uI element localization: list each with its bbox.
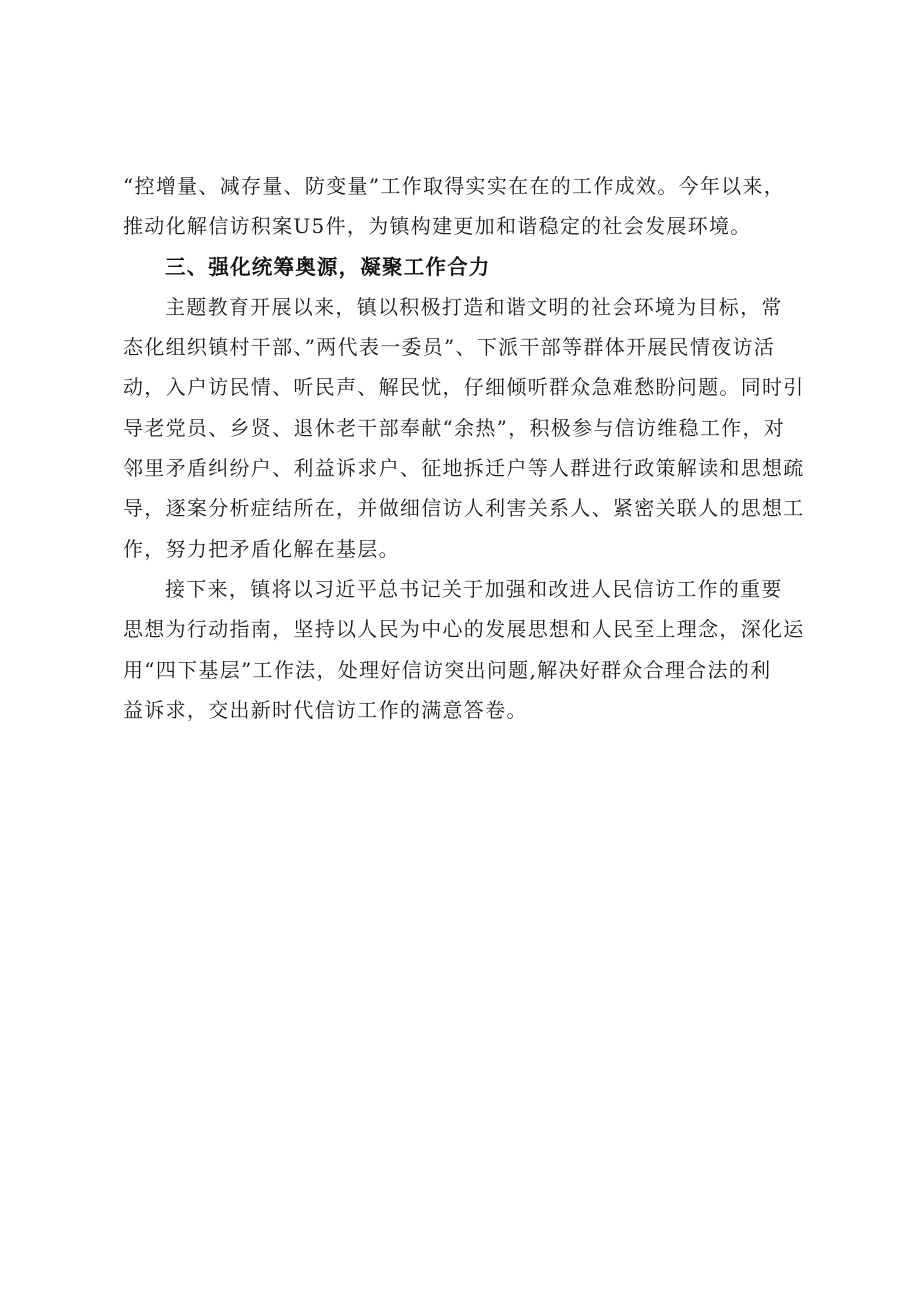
paragraph-line: 动，入户访民情、听民声、解民忧，仔细倾听群众急难愁盼问题。同时引	[123, 375, 805, 400]
paragraph-line: 邻里矛盾纠纷户、利益诉求户、征地拆迁户等人群进行政策解读和思想疏	[123, 456, 805, 481]
paragraph-line: 作，努力把矛盾化解在基层。	[123, 536, 400, 561]
paragraph-line: 用“四下基层”工作法，处理好信访突出问题,解决好群众合理合法的利	[123, 657, 772, 682]
document-body	[123, 166, 805, 730]
continuation-paragraph	[123, 166, 805, 247]
section-heading: 三、强化统筹奥源，凝聚工作合力	[165, 254, 491, 279]
paragraph-line: 接下来，镇将以习近平总书记关于加强和改进人民信访工作的重要	[165, 576, 783, 601]
paragraph-line: “控增量、减存量、防变量”工作取得实实在在的工作成效。今年以来，	[123, 174, 786, 198]
paragraph-line: 态化组织镇村干部、”两代表一委员”、下派干部等群体开展民情夜访活	[123, 335, 776, 360]
paragraph-line: 主题教育开展以来，镇以积极打造和谐文明的社会环境为目标，常	[165, 294, 783, 319]
paragraph-line: 导老党员、乡贤、退休老干部奉献“余热”，积极参与信访维稳工作，对	[123, 415, 786, 440]
paragraph-line: 推动化解信访积案U5件，为镇构建更加和谐稳定的社会发展环境。	[123, 214, 752, 239]
paragraph-2	[123, 569, 805, 730]
paragraph-1	[123, 287, 805, 569]
paragraph-line: 思想为行动指南，坚持以人民为中心的发展思想和人民至上理念，深化运	[123, 617, 805, 642]
paragraph-line: 导，逐案分析症结所在，并做细信访人利害关系人、紧密关联人的思想工	[123, 496, 805, 521]
paragraph-line: 益诉求，交出新时代信访工作的满意答卷。	[123, 697, 528, 722]
